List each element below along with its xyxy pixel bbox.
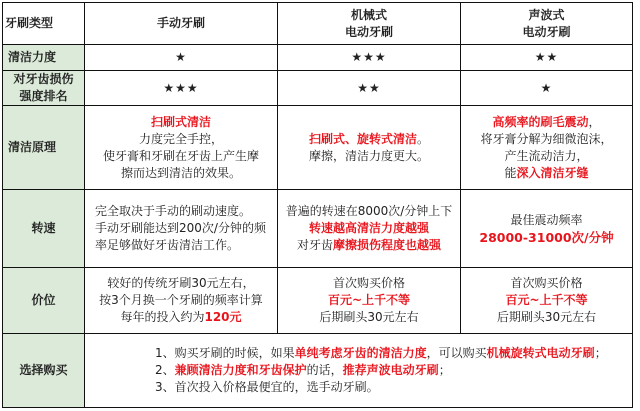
speed-row — [3, 190, 633, 268]
type-header-label: 牙刷类型 — [5, 16, 54, 30]
advice-row — [3, 334, 633, 408]
strength-mech-rating: ★★★ — [278, 45, 461, 71]
mech-header-line2: 电动牙刷 — [344, 24, 393, 39]
speed-mech-line3-pre: 对牙齿 — [296, 238, 333, 252]
principle-sonic-highlight-end: ， — [588, 114, 601, 129]
price-row — [3, 268, 633, 334]
price-manual-line2: 按3个月换一个牙刷的频率计算 — [99, 293, 263, 307]
damage-mech-rating: ★★ — [278, 71, 461, 106]
advice-line1-end: ； — [594, 346, 607, 360]
damage-label-cell — [3, 71, 85, 106]
strength-label: 清洁力度 — [3, 45, 85, 71]
sonic-header-line1: 声波式 — [528, 7, 565, 22]
advice-cell — [85, 334, 633, 408]
damage-row — [3, 71, 633, 106]
principle-mech-cell — [278, 106, 461, 190]
advice-line1-highlight1: 单纯考虑牙齿的清洁力度 — [294, 346, 427, 360]
principle-mech-highlight-end: 。 — [417, 131, 430, 146]
principle-sonic-text1: 将牙膏分解为细微泡沫， — [480, 131, 613, 146]
damage-manual-rating: ★★★ — [85, 71, 278, 106]
principle-label: 清洁原理 — [3, 106, 85, 190]
principle-sonic-text3-pre: 能 — [504, 165, 517, 180]
price-label: 价位 — [3, 268, 85, 334]
price-mech-line2: 百元~上千不等 — [327, 293, 411, 307]
price-sonic-cell — [461, 268, 633, 334]
manual-header-cell — [85, 3, 278, 45]
price-sonic-line2: 百元~上千不等 — [505, 293, 588, 307]
strength-row — [3, 45, 633, 71]
principle-manual-line3: 使牙膏和牙刷在牙齿上产生摩 — [102, 148, 259, 163]
advice-line1-highlight2: 机械旋转式电动牙刷 — [486, 346, 595, 360]
principle-manual-line2: 力度完全手控， — [138, 131, 223, 146]
principle-mech-highlight: 扫刷式、旋转式清洁 — [308, 131, 417, 146]
price-manual-line3-highlight: 120元 — [204, 310, 242, 324]
sonic-header-cell — [461, 3, 633, 45]
strength-sonic-rating: ★★ — [461, 45, 633, 71]
toothbrush-comparison-table — [2, 2, 633, 408]
speed-manual-line2: 手动牙刷能达到200次/分钟的频 — [95, 221, 266, 235]
principle-sonic-text2: 产生流动洁力， — [504, 148, 589, 163]
speed-manual-cell — [85, 190, 278, 268]
principle-sonic-cell — [461, 106, 633, 190]
advice-line2-mid: 的话， — [306, 363, 343, 377]
principle-manual-line4: 擦而达到清洁的效果。 — [120, 165, 241, 180]
principle-mech-text: 摩擦，清洁力度更大。 — [308, 148, 429, 163]
speed-sonic-line2: 28000-31000次/分钟 — [479, 229, 614, 245]
advice-line2-highlight2: 推荐声波电动牙刷 — [342, 363, 439, 377]
manual-header-label: 手动牙刷 — [156, 16, 205, 30]
damage-label-line1: 对牙齿损伤 — [13, 72, 74, 86]
advice-line2-pre: 2、 — [155, 363, 175, 377]
price-manual-line1: 较好的传统牙刷30元左右， — [107, 276, 255, 290]
price-mech-line1: 首次购买价格 — [332, 276, 405, 290]
principle-row — [3, 106, 633, 190]
speed-label: 转速 — [3, 190, 85, 268]
speed-mech-line3-highlight: 摩擦损伤程度也越强 — [333, 238, 442, 252]
mech-header-line1: 机械式 — [350, 7, 387, 22]
advice-line2-highlight1: 兼顾清洁力度和牙齿保护 — [174, 363, 307, 377]
principle-sonic-highlight: 高频率的刷毛震动 — [492, 114, 589, 129]
strength-manual-rating: ★ — [85, 45, 278, 71]
sonic-header-line2: 电动牙刷 — [522, 24, 571, 39]
principle-manual-line1: 扫刷式清洁 — [150, 114, 211, 129]
advice-line2-end: ； — [438, 363, 451, 377]
damage-sonic-rating: ★ — [461, 71, 633, 106]
advice-label: 选择购买 — [3, 334, 85, 408]
speed-manual-line3: 率足够做好牙齿清洁工作。 — [95, 238, 240, 252]
header-row — [3, 3, 633, 45]
principle-sonic-text3-highlight: 深入清洁牙缝 — [516, 165, 589, 180]
speed-sonic-line1: 最佳震动频率 — [510, 212, 583, 227]
advice-line3: 3、首次投入价格最便宜的，选手动牙刷。 — [155, 380, 379, 394]
type-header-cell — [3, 3, 85, 45]
price-mech-line3: 后期刷头30元左右 — [319, 310, 419, 324]
advice-line1-mid: ，可以购买 — [426, 346, 487, 360]
price-sonic-line1: 首次购买价格 — [510, 276, 583, 290]
price-manual-cell — [85, 268, 278, 334]
advice-line1-pre: 1、购买牙刷的时候，如果 — [155, 346, 295, 360]
price-sonic-line3: 后期刷头30元左右 — [496, 310, 597, 324]
speed-mech-line1: 普遍的转速在8000次/分钟上下 — [285, 204, 453, 218]
damage-label-line2: 强度排名 — [19, 89, 68, 103]
price-manual-line3-pre: 每年的投入约为 — [120, 310, 205, 324]
speed-sonic-cell — [461, 190, 633, 268]
price-mech-cell — [278, 268, 461, 334]
mech-header-cell — [278, 3, 461, 45]
speed-mech-cell — [278, 190, 461, 268]
speed-mech-line2: 转速越高清洁力度越强 — [308, 221, 429, 235]
principle-manual-cell — [85, 106, 278, 190]
speed-manual-line1: 完全取决于手动的刷动速度。 — [95, 204, 252, 218]
